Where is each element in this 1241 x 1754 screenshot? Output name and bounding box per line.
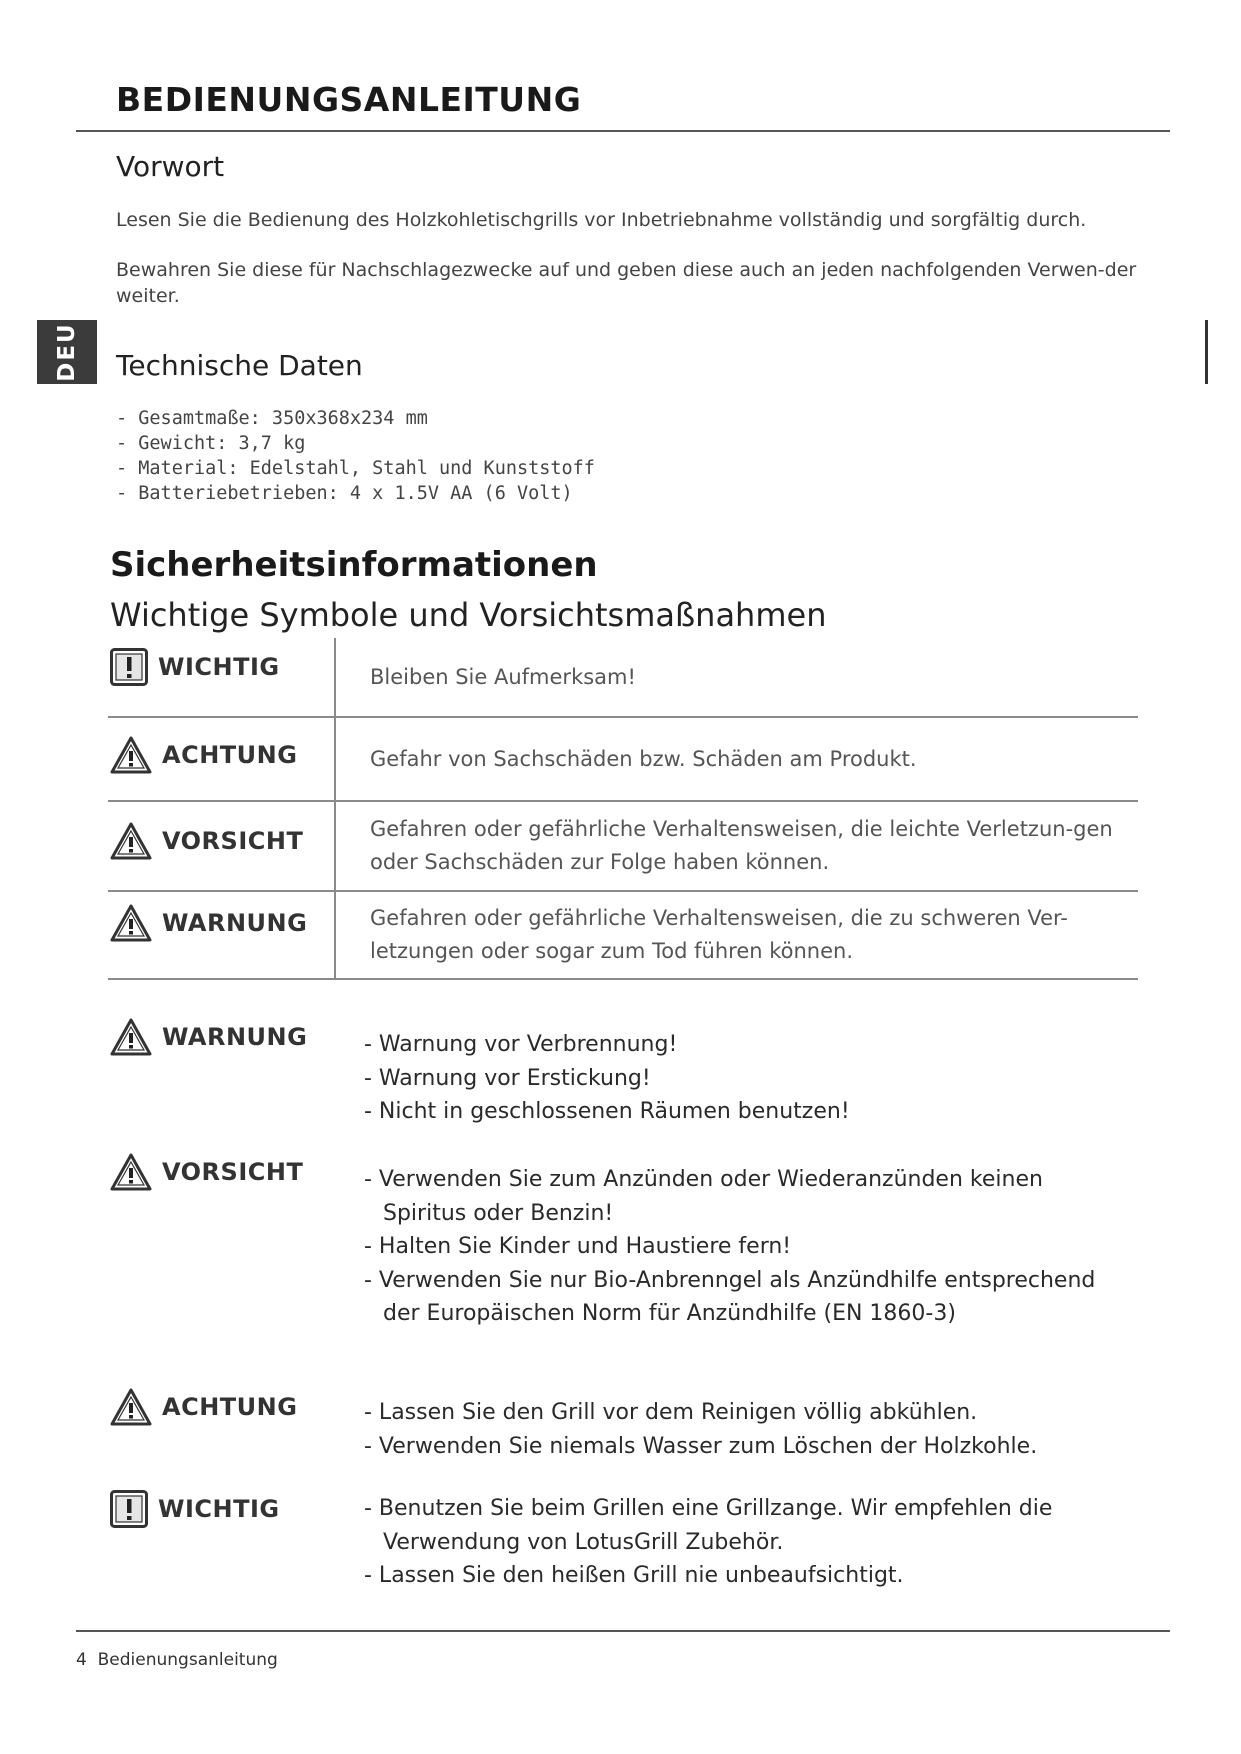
warning-item: - Verwenden Sie nur Bio-Anbrenngel als Anzündhilfe entsprechend der Europäischen Norm für Anzündhilfe (EN 1860-3) — [364, 1267, 1096, 1326]
symbol-label: WARNUNG — [162, 909, 308, 937]
warning-item: - Nicht in geschlossenen Räumen benutzen! — [364, 1099, 850, 1124]
spec-item: - Material: Edelstahl, Stahl und Kunststoff — [116, 458, 595, 479]
symbol-cell — [108, 718, 336, 800]
warning-list — [364, 1492, 1124, 1593]
symbol-cell — [108, 892, 336, 978]
warning-item: - Verwenden Sie zum Anzünden oder Wiederanzünden keinen Spiritus oder Benzin! — [364, 1167, 1043, 1226]
tech-heading: Technische Daten — [116, 349, 363, 382]
safety-subtitle: Wichtige Symbole und Vorsichtsmaßnahmen — [110, 596, 827, 634]
footer-divider — [76, 1630, 1170, 1632]
exclamation-square-icon — [110, 1490, 148, 1528]
warning-label: WICHTIG — [158, 1495, 280, 1523]
warning-item: - Lassen Sie den heißen Grill nie unbeaufsichtigt. — [364, 1563, 904, 1588]
warning-list — [364, 1396, 1124, 1463]
foreword-heading: Vorwort — [116, 150, 225, 183]
header-divider — [76, 130, 1170, 132]
symbol-description: Gefahren oder gefährliche Verhaltensweisen, die leichte Verletzun-gen oder Sachschäden zur Folge haben können. — [370, 817, 1113, 874]
spec-item: - Gewicht: 3,7 kg — [116, 433, 306, 454]
language-tab — [37, 320, 97, 384]
warning-list — [364, 1163, 1124, 1331]
symbol-cell — [108, 802, 336, 890]
language-tab-label: DEU — [54, 322, 80, 382]
spec-item: - Gesamtmaße: 350x368x234 mm — [116, 408, 428, 429]
symbol-label: VORSICHT — [162, 827, 304, 855]
warning-triangle-icon — [110, 904, 152, 942]
warning-label: VORSICHT — [162, 1158, 304, 1186]
symbol-label: ACHTUNG — [162, 741, 298, 769]
warning-item: - Warnung vor Verbrennung! — [364, 1032, 678, 1057]
foreword-paragraph-2: Bewahren Sie diese für Nachschlagezwecke auf und geben diese auch an jeden nachfolgenden Verwen-der weiter. — [116, 259, 1137, 307]
warning-item: - Warnung vor Erstickung! — [364, 1065, 651, 1091]
footer — [76, 1650, 278, 1670]
warning-triangle-icon — [110, 1388, 152, 1426]
tech-spec-list — [116, 406, 595, 506]
warning-triangle-icon — [110, 736, 152, 774]
margin-marker — [1205, 320, 1208, 384]
spec-item: - Batteriebetrieben: 4 x 1.5V AA (6 Volt) — [116, 483, 573, 504]
warning-list — [364, 1028, 1124, 1129]
warning-label: WARNUNG — [162, 1023, 308, 1051]
warning-label: ACHTUNG — [162, 1393, 298, 1421]
warning-triangle-icon — [110, 822, 152, 860]
symbol-row — [108, 892, 1138, 980]
symbol-cell — [108, 638, 336, 716]
footer-label: Bedienungsanleitung — [97, 1650, 278, 1670]
symbol-row — [108, 802, 1138, 892]
symbol-description: Gefahren oder gefährliche Verhaltensweisen, die zu schweren Ver-letzungen oder sogar zum Tod führen können. — [370, 906, 1068, 963]
warning-item: - Verwenden Sie niemals Wasser zum Löschen der Holzkohle. — [364, 1433, 1038, 1459]
safety-title: Sicherheitsinformationen — [110, 545, 598, 585]
warning-triangle-icon — [110, 1018, 152, 1056]
exclamation-square-icon — [110, 648, 148, 686]
symbol-description: Gefahr von Sachschäden bzw. Schäden am Produkt. — [370, 746, 917, 771]
symbol-label: WICHTIG — [158, 653, 280, 681]
warning-item: - Lassen Sie den Grill vor dem Reinigen völlig abkühlen. — [364, 1400, 978, 1425]
warning-item: - Benutzen Sie beim Grillen eine Grillzange. Wir empfehlen die Verwendung von LotusGrill Zubehör. — [364, 1496, 1053, 1555]
warning-item: - Halten Sie Kinder und Haustiere fern! — [364, 1234, 792, 1259]
foreword-paragraph-1: Lesen Sie die Bedienung des Holzkohletischgrills vor Inbetriebnahme vollständig und sorgfältig durch. — [116, 209, 1087, 231]
symbol-row — [108, 638, 1138, 718]
symbol-table — [108, 638, 1138, 980]
page-number: 4 — [76, 1650, 87, 1670]
symbol-description: Bleiben Sie Aufmerksam! — [370, 664, 636, 689]
symbol-row — [108, 718, 1138, 802]
page-title: BEDIENUNGSANLEITUNG — [116, 80, 582, 119]
warning-triangle-icon — [110, 1153, 152, 1191]
